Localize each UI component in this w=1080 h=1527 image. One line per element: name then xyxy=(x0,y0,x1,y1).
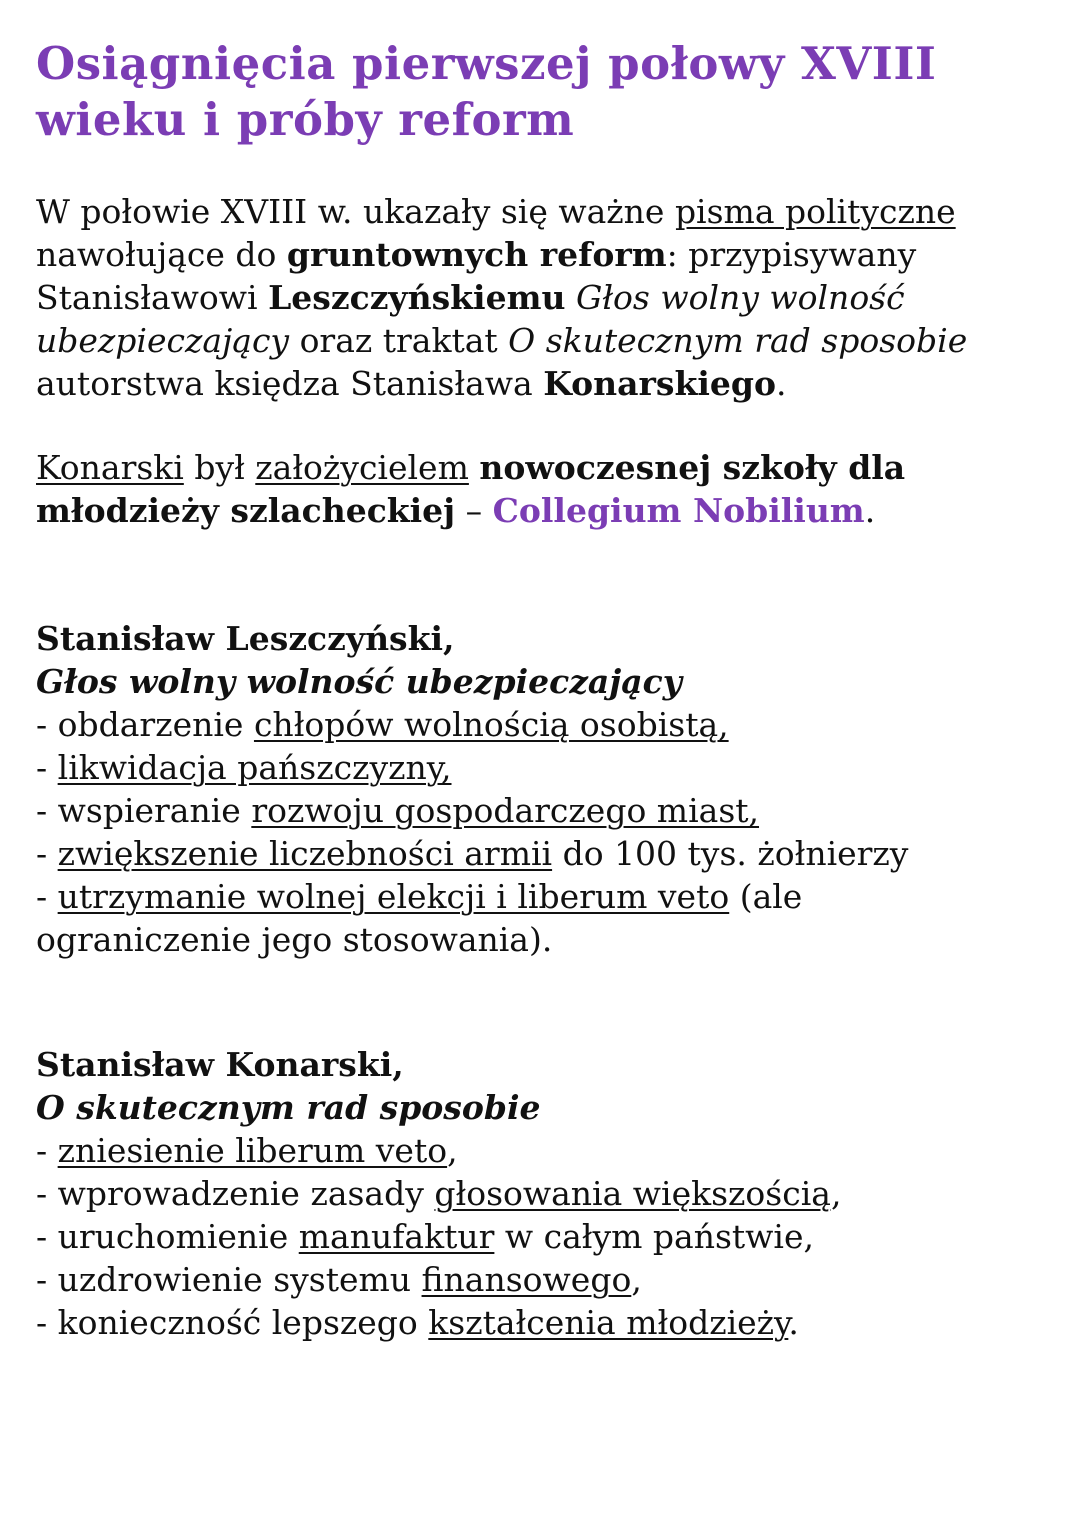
list-item xyxy=(36,875,1046,918)
list-item-prefix: - obdarzenie xyxy=(36,705,254,744)
intro-text-7: . xyxy=(776,364,787,403)
collegium-nobilium: Collegium Nobilium xyxy=(492,491,865,530)
list-item-prefix: - xyxy=(36,748,58,787)
list-item-prefix: - wspieranie xyxy=(36,791,252,830)
intro-underline-pisma: pisma polityczne xyxy=(674,192,956,231)
list-item-suffix: (ale xyxy=(729,877,803,916)
intro-text-6: autorstwa księdza Stanisława xyxy=(36,364,544,403)
leszczynski-author: Stanisław Leszczyński, xyxy=(36,619,455,658)
konarski-text-4: . xyxy=(864,491,876,530)
list-item xyxy=(36,1258,1046,1301)
list-item-underlined: kształcenia młodzieży xyxy=(428,1303,789,1342)
list-item-prefix: - xyxy=(36,877,58,916)
konarski-section xyxy=(36,1043,1046,1344)
intro-bold-leszczynski: Leszczyńskiemu xyxy=(268,278,566,317)
list-item-underlined: zniesienie liberum veto xyxy=(57,1131,448,1170)
intro-italic-traktat: O skutecznym rad sposobie xyxy=(508,321,968,360)
konarski-text-3: – xyxy=(455,491,493,530)
list-item-suffix: , xyxy=(830,1174,842,1213)
konarski-work-title: O skutecznym rad sposobie xyxy=(36,1088,541,1127)
konarski-underline-name: Konarski xyxy=(36,448,184,487)
list-item-underlined: finansowego xyxy=(421,1260,632,1299)
list-item-suffix: . xyxy=(788,1303,799,1342)
intro-bold-reform: gruntownych reform xyxy=(286,235,667,274)
list-item-prefix: - uruchomienie xyxy=(36,1217,299,1256)
intro-text-2: nawołujące do xyxy=(36,235,287,274)
list-item-suffix: do 100 tys. żołnierzy xyxy=(552,834,909,873)
list-item-underlined: manufaktur xyxy=(298,1217,495,1256)
list-item xyxy=(36,703,1046,746)
list-item xyxy=(36,746,1046,789)
konarski-paragraph xyxy=(36,446,1046,532)
list-item-suffix: , xyxy=(447,1131,458,1170)
list-item-prefix: - konieczność lepszego xyxy=(36,1303,429,1342)
intro-text-4 xyxy=(565,278,576,317)
list-item-underlined: likwidacja pańszczyzny, xyxy=(57,748,452,787)
list-item xyxy=(36,1172,1046,1215)
page-title: Osiągnięcia pierwszej połowy XVIII wieku i próby reform xyxy=(36,37,937,146)
list-item-suffix: w całym państwie, xyxy=(494,1217,814,1256)
list-item-suffix: , xyxy=(631,1260,642,1299)
list-item-underlined: rozwoju gospodarczego miast, xyxy=(251,791,760,830)
list-item xyxy=(36,832,1046,875)
konarski-bold-school: nowoczesnej szkoły dla młodzieży szlacheckiej xyxy=(36,448,906,530)
list-item-prefix: - xyxy=(36,1131,58,1170)
list-item-underlined: utrzymanie wolnej elekcji i liberum veto xyxy=(57,877,730,916)
konarski-author: Stanisław Konarski, xyxy=(36,1045,404,1084)
leszczynski-work-title: Głos wolny wolność ubezpieczający xyxy=(36,662,682,701)
intro-text-1: W połowie XVIII w. ukazały się ważne xyxy=(36,192,675,231)
leszczynski-section xyxy=(36,617,1046,961)
intro-italic-glos: Głos wolny wolność ubezpieczający xyxy=(36,278,905,360)
konarski-underline-founder: założycielem xyxy=(255,448,469,487)
list-item xyxy=(36,1301,1046,1344)
list-item xyxy=(36,789,1046,832)
list-item-prefix: - xyxy=(36,834,58,873)
list-item-continuation: ograniczenie jego stosowania). xyxy=(36,920,553,959)
intro-text-5: oraz traktat xyxy=(289,321,509,360)
konarski-text-2 xyxy=(469,448,480,487)
intro-paragraph xyxy=(36,190,1046,405)
list-item xyxy=(36,1129,1046,1172)
list-item-underlined: zwiększenie liczebności armii xyxy=(57,834,553,873)
intro-bold-konarskiego: Konarskiego xyxy=(543,364,776,403)
list-item-underlined: głosowania większością xyxy=(434,1174,831,1213)
list-item xyxy=(36,1215,1046,1258)
list-item-underlined: chłopów wolnością osobistą, xyxy=(253,705,729,744)
list-item-prefix: - wprowadzenie zasady xyxy=(36,1174,435,1213)
intro-text-3: : przypisywany Stanisławowi xyxy=(36,235,917,317)
list-item-prefix: - uzdrowienie systemu xyxy=(36,1260,422,1299)
konarski-text-1: był xyxy=(183,448,256,487)
